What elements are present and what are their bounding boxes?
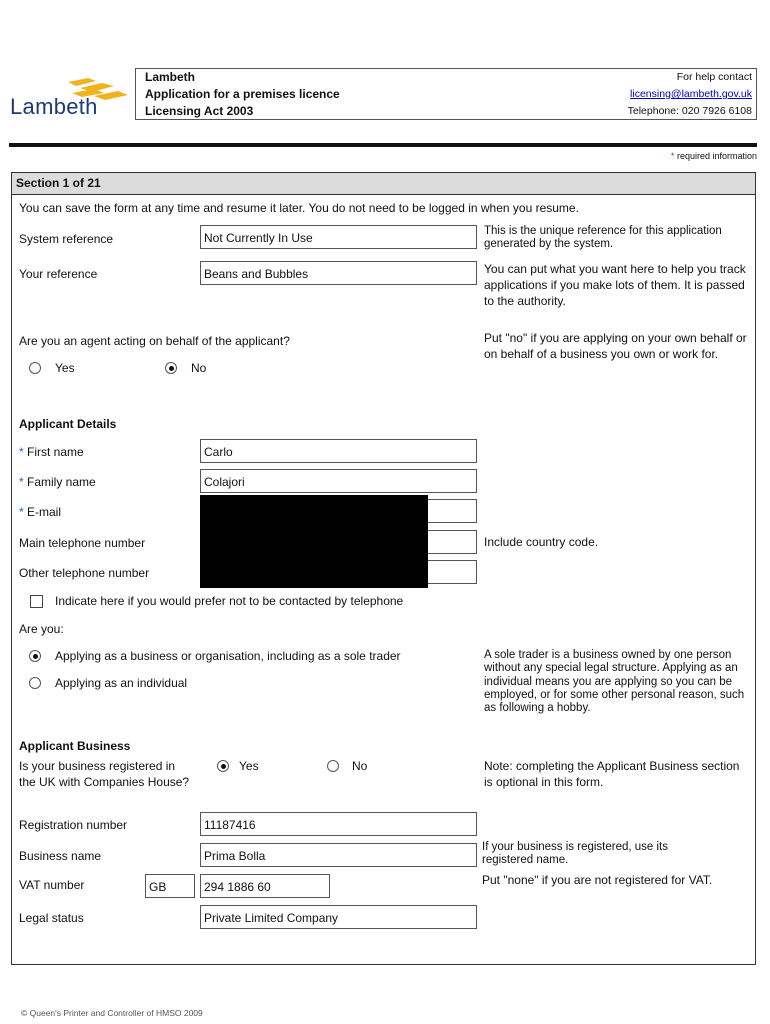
required-note-text: required information (676, 151, 757, 161)
first-name-label (19, 445, 84, 459)
your-reference-field[interactable]: Beans and Bubbles (200, 261, 477, 285)
agent-no-radio[interactable] (165, 362, 177, 374)
registered-yes-label: Yes (239, 759, 259, 773)
required-star: * (19, 445, 24, 459)
business-type-radio[interactable] (29, 650, 41, 662)
business-name-label: Business name (19, 849, 102, 863)
help-phone: Telephone: 020 7926 6108 (627, 105, 752, 117)
section-title: Section 1 of 21 (16, 176, 101, 190)
applicant-details-heading: Applicant Details (19, 417, 117, 431)
email-label (19, 505, 61, 519)
council-name: Lambeth (145, 70, 196, 84)
business-type-label: Applying as a business or organisation, including as a sole trader (55, 649, 401, 663)
vat-number-field[interactable]: 294 1886 60 (200, 874, 330, 898)
required-star: * (670, 151, 675, 161)
individual-type-radio[interactable] (29, 677, 41, 689)
main-phone-help: Include country code. (484, 535, 599, 549)
help-email-link[interactable]: licensing@lambeth.gov.uk (630, 88, 752, 100)
registered-yes-radio[interactable] (217, 760, 229, 772)
section-intro: You can save the form at any time and resume it later. You do not need to be logged in when you resume. (19, 201, 579, 215)
required-star: * (19, 475, 24, 489)
help-contact-label: For help contact (676, 71, 752, 83)
registered-no-radio[interactable] (327, 760, 339, 772)
copyright-footer: © Queen's Printer and Controller of HMSO 2009 (21, 1008, 203, 1018)
applicant-type-help: A sole trader is a business owned by one person without any special legal structure. Applying as an individual means you are applying so you can be employed, or for some other personal reason, such as following a hobby. (484, 649, 745, 715)
agent-question: Are you an agent acting on behalf of the applicant? (19, 334, 290, 348)
family-name-label-text: Family name (27, 475, 96, 489)
agent-yes-radio[interactable] (29, 362, 41, 374)
family-name-label (19, 475, 96, 489)
no-phone-contact-checkbox[interactable] (30, 595, 43, 608)
system-reference-label: System reference (19, 232, 114, 246)
system-reference-field[interactable]: Not Currently In Use (200, 225, 477, 249)
section-header (12, 173, 755, 195)
first-name-field[interactable]: Carlo (200, 439, 477, 463)
business-section-note: Note: completing the Applicant Business section is optional in this form. (484, 759, 740, 789)
logo-text: Lambeth (10, 94, 98, 119)
registration-number-field[interactable]: 11187416 (200, 812, 477, 836)
main-phone-label: Main telephone number (19, 536, 146, 550)
first-name-label-text: First name (27, 445, 84, 459)
redaction-block (200, 495, 428, 588)
are-you-label: Are you: (19, 622, 64, 636)
your-reference-help: You can put what you want here to help you track applications if you make lots of them. It is passed to the authority. (484, 262, 746, 308)
vat-number-label: VAT number (19, 878, 85, 892)
your-reference-label: Your reference (19, 267, 98, 281)
individual-type-label: Applying as an individual (55, 676, 188, 690)
business-name-field[interactable]: Prima Bolla (200, 843, 477, 867)
other-phone-label: Other telephone number (19, 566, 150, 580)
email-label-text: E-mail (27, 505, 62, 519)
header-divider (9, 143, 757, 147)
family-name-field[interactable]: Colajori (200, 469, 477, 493)
no-phone-contact-label: Indicate here if you would prefer not to be contacted by telephone (55, 594, 404, 608)
agent-yes-label: Yes (55, 361, 75, 375)
agent-help: Put "no" if you are applying on your own behalf or on behalf of a business you own or work for. (484, 331, 747, 361)
business-name-help: If your business is registered, use its registered name. (482, 841, 668, 867)
registered-question: Is your business registered in the UK with Companies House? (19, 759, 190, 789)
agent-no-label: No (191, 361, 207, 375)
system-reference-help: This is the unique reference for this application generated by the system. (484, 225, 722, 251)
registration-number-label: Registration number (19, 818, 128, 832)
form-title: Application for a premises licence (145, 87, 340, 101)
legal-status-label: Legal status (19, 911, 84, 925)
required-star: * (19, 505, 24, 519)
vat-prefix-field[interactable]: GB (145, 874, 195, 898)
act-title: Licensing Act 2003 (145, 104, 254, 118)
registered-no-label: No (352, 759, 368, 773)
required-note (671, 151, 757, 161)
vat-help: Put "none" if you are not registered for VAT. (482, 873, 713, 887)
legal-status-field[interactable]: Private Limited Company (200, 905, 477, 929)
applicant-business-heading: Applicant Business (19, 739, 131, 753)
